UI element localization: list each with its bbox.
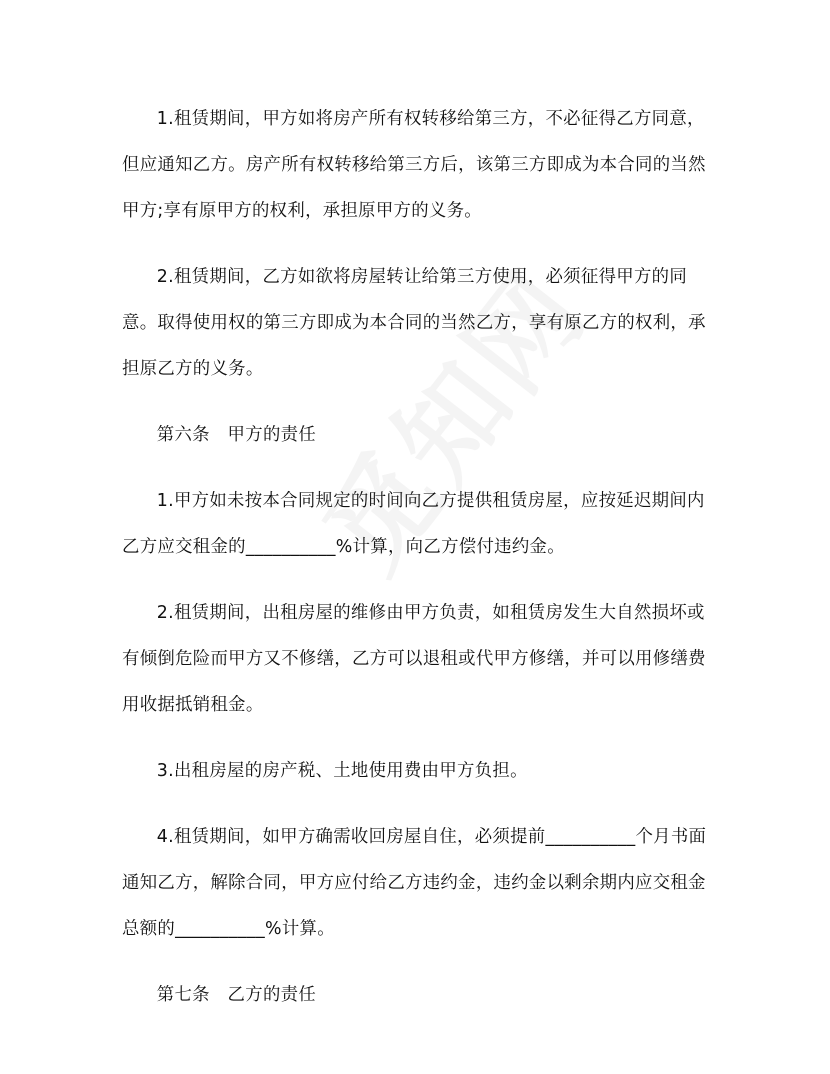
- article-heading: 第六条 甲方的责任: [156, 425, 317, 445]
- article-heading: 第七条 乙方的责任: [156, 985, 317, 1005]
- clause-paragraph: 1.租赁期间，甲方如将房产所有权转移给第三方，不必征得乙方同意，但应通知乙方。房产所有权转移给第三方后，该第三方即成为本合同的当然甲方;享有原甲方的权利，承担原甲方的义务。: [122, 109, 706, 221]
- clause-paragraph: 4.租赁期间，如甲方确需收回房屋自住，必须提前__________个月书面通知乙方，解除合同，甲方应付给乙方违约金，违约金以剩余期内应交租金总额的__________%计算。: [122, 827, 707, 939]
- clause-paragraph: 1.甲方如未按本合同规定的时间向乙方提供租赁房屋，应按延迟期间内乙方应交租金的__________%计算，向乙方偿付违约金。: [122, 491, 705, 557]
- document-body: [122, 96, 712, 1038]
- clause-paragraph: 2.租赁期间，出租房屋的维修由甲方负责，如租赁房发生大自然损坏或有倾倒危险而甲方又不修缮，乙方可以退租或代甲方修缮，并可以用修缮费用收据抵销租金。: [122, 603, 706, 715]
- clause-paragraph: 3.出租房屋的房产税、土地使用费由甲方负担。: [156, 761, 528, 781]
- clause-paragraph: 2.租赁期间，乙方如欲将房屋转让给第三方使用，必须征得甲方的同意。取得使用权的第三方即成为本合同的当然乙方，享有原乙方的权利，承担原乙方的义务。: [122, 267, 706, 379]
